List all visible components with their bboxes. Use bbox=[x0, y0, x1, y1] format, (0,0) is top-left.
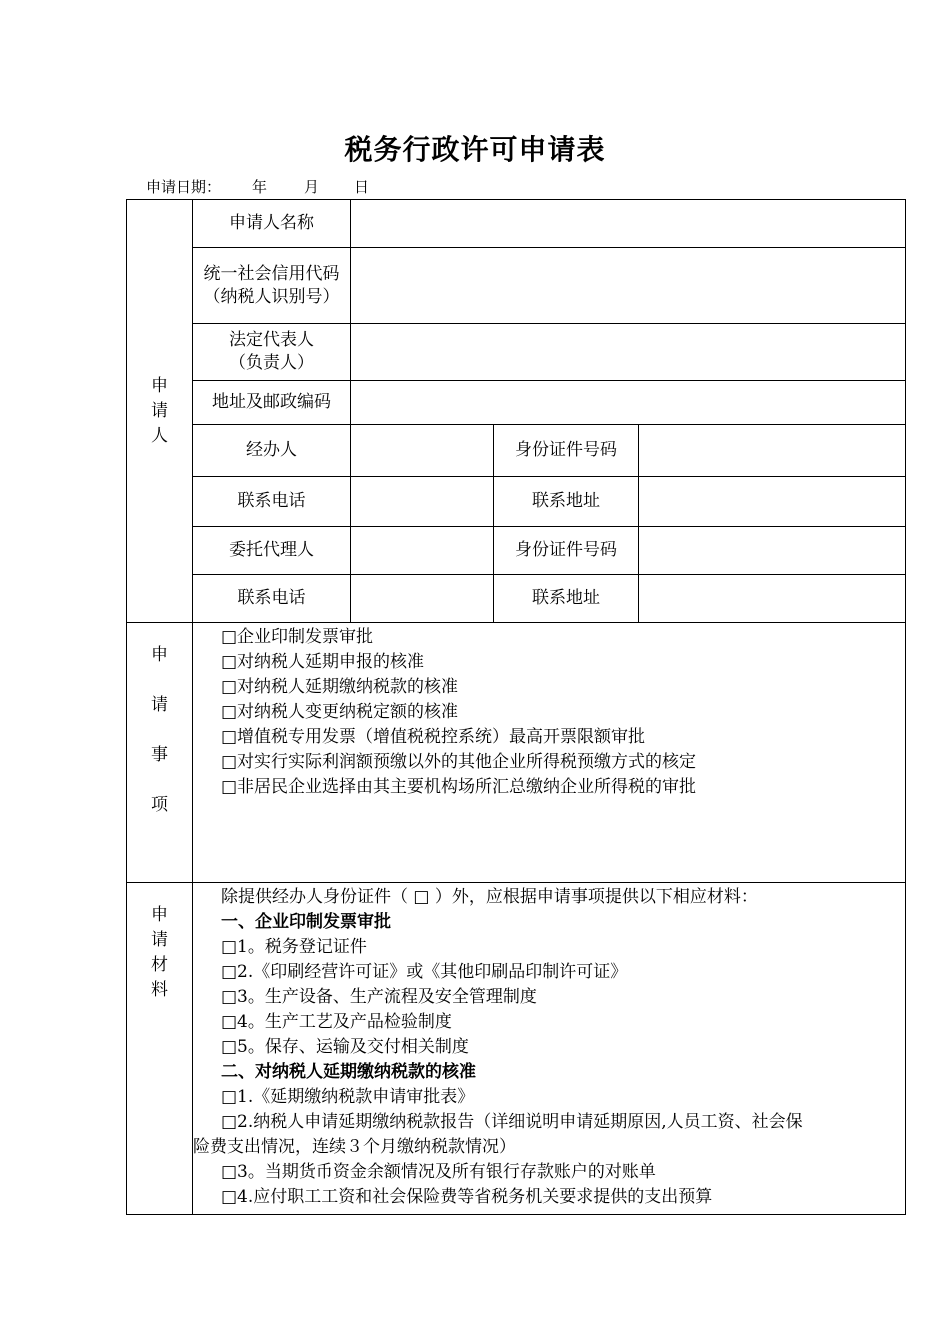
agent-id-field[interactable] bbox=[639, 527, 906, 575]
agent-phone-field[interactable] bbox=[351, 575, 494, 623]
material-checkbox[interactable]: □2.纳税人申请延期缴纳税款报告（详细说明申请延期原因,人员工资、社会保 bbox=[221, 1112, 803, 1132]
handler-field[interactable] bbox=[351, 425, 494, 477]
request-item-checkbox[interactable]: □非居民企业选择由其主要机构场所汇总缴纳企业所得税的审批 bbox=[221, 777, 697, 797]
agent-phone-label: 联系电话 bbox=[193, 575, 351, 623]
material-checkbox[interactable]: □1.《延期缴纳税款申请审批表》 bbox=[221, 1087, 475, 1107]
agent-address-label: 联系地址 bbox=[494, 575, 639, 623]
agent-field[interactable] bbox=[351, 527, 494, 575]
materials-group1-title: 一、企业印制发票审批 bbox=[221, 912, 391, 932]
handler-id-label: 身份证件号码 bbox=[494, 425, 639, 477]
material-checkbox[interactable]: □5。保存、运输及交付相关制度 bbox=[221, 1037, 469, 1057]
applicant-name-field[interactable] bbox=[351, 200, 906, 248]
request-item-checkbox[interactable]: □对纳税人延期申报的核准 bbox=[221, 652, 425, 672]
credit-code-field[interactable] bbox=[351, 248, 906, 324]
handler-phone-label: 联系电话 bbox=[193, 477, 351, 527]
handler-id-field[interactable] bbox=[639, 425, 906, 477]
application-form-table bbox=[126, 199, 906, 1215]
credit-code-label: 统一社会信用代码（纳税人识别号） bbox=[193, 248, 351, 324]
materials-group2-title: 二、对纳税人延期缴纳税款的核准 bbox=[221, 1062, 476, 1082]
materials-section-label: 申 请 材 料 bbox=[127, 883, 193, 1215]
materials-intro: 除提供经办人身份证件（ □ ）外，应根据申请事项提供以下相应材料： bbox=[221, 887, 758, 907]
legal-rep-label: 法定代表人（负责人） bbox=[193, 324, 351, 381]
request-item-checkbox[interactable]: □增值税专用发票（增值税税控系统）最高开票限额审批 bbox=[221, 727, 646, 747]
request-item-checkbox[interactable]: □对纳税人延期缴纳税款的核准 bbox=[221, 677, 459, 697]
agent-id-label: 身份证件号码 bbox=[494, 527, 639, 575]
handler-address-field[interactable] bbox=[639, 477, 906, 527]
materials-list bbox=[193, 883, 906, 1215]
material-checkbox[interactable]: □4。生产工艺及产品检验制度 bbox=[221, 1012, 452, 1032]
material-checkbox[interactable]: □3。生产设备、生产流程及安全管理制度 bbox=[221, 987, 537, 1007]
request-item-checkbox[interactable]: □对实行实际利润额预缴以外的其他企业所得税预缴方式的核定 bbox=[221, 752, 697, 772]
date-day-label: 日 bbox=[354, 178, 370, 196]
material-checkbox[interactable]: □1。税务登记证件 bbox=[221, 937, 367, 957]
applicant-section-label: 申 请 人 bbox=[127, 200, 193, 623]
request-items-section-label: 申 请 事 项 bbox=[127, 623, 193, 883]
handler-phone-field[interactable] bbox=[351, 477, 494, 527]
material-continuation: 险费支出情况，连续３个月缴纳税款情况） bbox=[193, 1137, 516, 1157]
request-items-list bbox=[193, 623, 906, 883]
handler-label: 经办人 bbox=[193, 425, 351, 477]
request-item-checkbox[interactable]: □对纳税人变更纳税定额的核准 bbox=[221, 702, 459, 722]
page-title: 税务行政许可申请表 bbox=[344, 133, 606, 166]
legal-rep-field[interactable] bbox=[351, 324, 906, 381]
agent-label: 委托代理人 bbox=[193, 527, 351, 575]
agent-address-field[interactable] bbox=[639, 575, 906, 623]
address-postcode-field[interactable] bbox=[351, 381, 906, 425]
address-postcode-label: 地址及邮政编码 bbox=[193, 381, 351, 425]
request-item-checkbox[interactable]: □企业印制发票审批 bbox=[221, 627, 374, 647]
applicant-name-label: 申请人名称 bbox=[193, 200, 351, 248]
material-checkbox[interactable]: □3。当期货币资金余额情况及所有银行存款账户的对账单 bbox=[221, 1162, 656, 1182]
material-checkbox[interactable]: □2.《印刷经营许可证》或《其他印刷品印制许可证》 bbox=[221, 962, 628, 982]
date-label: 申请日期： bbox=[146, 178, 222, 196]
application-date-line bbox=[146, 176, 369, 197]
handler-address-label: 联系地址 bbox=[494, 477, 639, 527]
date-month-label: 月 bbox=[304, 178, 320, 196]
material-checkbox[interactable]: □4.应付职工工资和社会保险费等省税务机关要求提供的支出预算 bbox=[221, 1187, 713, 1207]
date-year-label: 年 bbox=[252, 178, 268, 196]
